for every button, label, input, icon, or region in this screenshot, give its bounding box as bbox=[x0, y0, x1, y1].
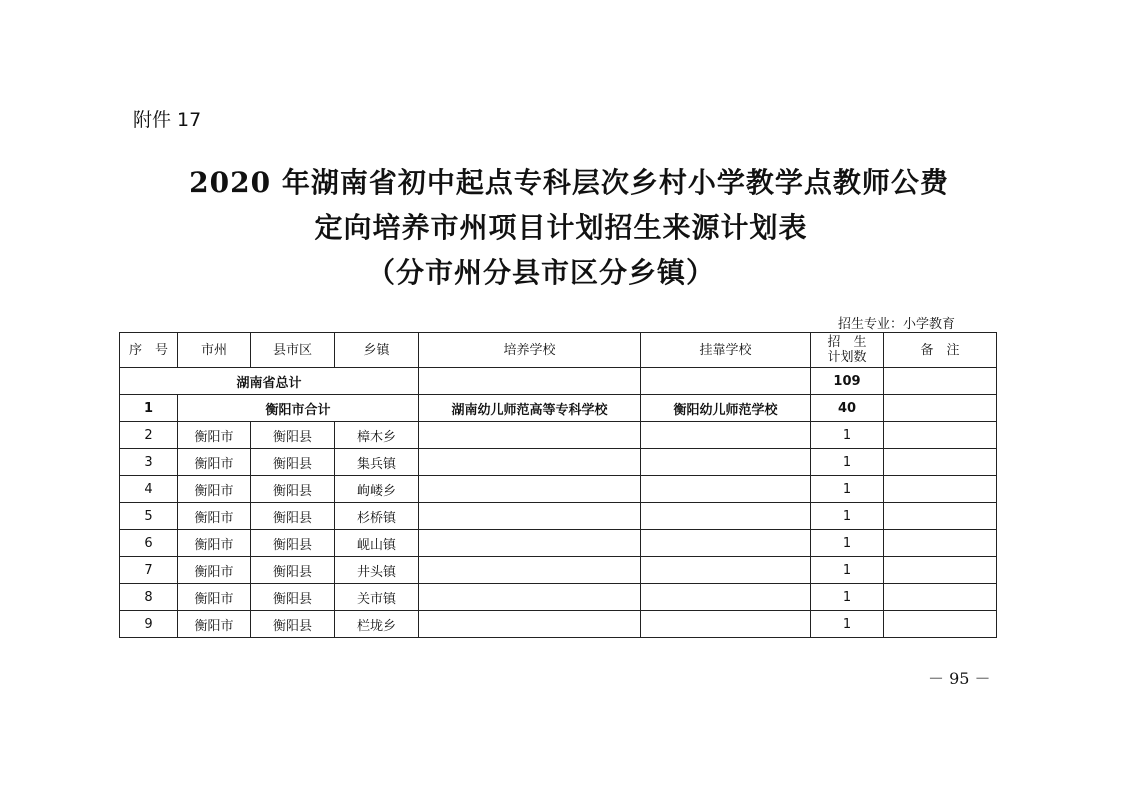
table-row bbox=[120, 449, 997, 476]
cell-city: 衡阳市 bbox=[178, 611, 251, 638]
city-total-seq: 1 bbox=[120, 395, 178, 422]
cell-county: 衡阳县 bbox=[251, 530, 335, 557]
province-total-count: 109 bbox=[811, 368, 884, 395]
city-total-school: 湖南幼儿师范高等专科学校 bbox=[419, 395, 641, 422]
major-note: 招生专业：小学教育 bbox=[838, 317, 956, 332]
attachment-label: 附件 17 bbox=[133, 109, 202, 131]
cell-remark bbox=[884, 503, 997, 530]
header-remark: 备 注 bbox=[884, 333, 997, 368]
table-row bbox=[120, 503, 997, 530]
province-total-school bbox=[419, 368, 641, 395]
cell-county: 衡阳县 bbox=[251, 476, 335, 503]
cell-affiliated bbox=[641, 449, 811, 476]
cell-affiliated bbox=[641, 611, 811, 638]
table-row bbox=[120, 422, 997, 449]
cell-county: 衡阳县 bbox=[251, 584, 335, 611]
city-total-affiliated: 衡阳幼儿师范学校 bbox=[641, 395, 811, 422]
cell-city: 衡阳市 bbox=[178, 422, 251, 449]
cell-town: 杉桥镇 bbox=[335, 503, 419, 530]
city-total-label: 衡阳市合计 bbox=[178, 395, 419, 422]
cell-seq: 2 bbox=[120, 422, 178, 449]
cell-town: 岣嵝乡 bbox=[335, 476, 419, 503]
city-total-row bbox=[120, 395, 997, 422]
cell-town: 岘山镇 bbox=[335, 530, 419, 557]
cell-school bbox=[419, 422, 641, 449]
cell-remark bbox=[884, 611, 997, 638]
cell-count: 1 bbox=[811, 449, 884, 476]
cell-remark bbox=[884, 530, 997, 557]
header-town: 乡镇 bbox=[335, 333, 419, 368]
header-city: 市州 bbox=[178, 333, 251, 368]
cell-school bbox=[419, 530, 641, 557]
cell-seq: 9 bbox=[120, 611, 178, 638]
cell-school bbox=[419, 503, 641, 530]
cell-town: 关市镇 bbox=[335, 584, 419, 611]
cell-affiliated bbox=[641, 584, 811, 611]
city-total-remark bbox=[884, 395, 997, 422]
title-line-2: 定向培养市州项目计划招生来源计划表 bbox=[314, 211, 808, 244]
cell-affiliated bbox=[641, 557, 811, 584]
cell-count: 1 bbox=[811, 422, 884, 449]
cell-seq: 4 bbox=[120, 476, 178, 503]
cell-count: 1 bbox=[811, 530, 884, 557]
cell-remark bbox=[884, 422, 997, 449]
cell-count: 1 bbox=[811, 476, 884, 503]
cell-town: 井头镇 bbox=[335, 557, 419, 584]
cell-affiliated bbox=[641, 503, 811, 530]
cell-city: 衡阳市 bbox=[178, 530, 251, 557]
cell-count: 1 bbox=[811, 557, 884, 584]
cell-remark bbox=[884, 584, 997, 611]
header-county: 县市区 bbox=[251, 333, 335, 368]
header-plan-line2: 计划数 bbox=[827, 350, 867, 365]
cell-school bbox=[419, 584, 641, 611]
table-row bbox=[120, 611, 997, 638]
cell-town: 栏垅乡 bbox=[335, 611, 419, 638]
cell-school bbox=[419, 449, 641, 476]
province-total-remark bbox=[884, 368, 997, 395]
cell-count: 1 bbox=[811, 611, 884, 638]
cell-town: 集兵镇 bbox=[335, 449, 419, 476]
cell-county: 衡阳县 bbox=[251, 611, 335, 638]
enrollment-plan-table bbox=[119, 332, 997, 638]
table-row bbox=[120, 584, 997, 611]
header-affiliated: 挂靠学校 bbox=[641, 333, 811, 368]
cell-seq: 5 bbox=[120, 503, 178, 530]
header-plan-line1: 招 生 bbox=[827, 335, 867, 350]
cell-remark bbox=[884, 449, 997, 476]
province-total-label: 湖南省总计 bbox=[120, 368, 419, 395]
cell-city: 衡阳市 bbox=[178, 476, 251, 503]
cell-school bbox=[419, 557, 641, 584]
page-number: － 95 － bbox=[928, 669, 991, 688]
cell-city: 衡阳市 bbox=[178, 503, 251, 530]
cell-affiliated bbox=[641, 476, 811, 503]
cell-seq: 6 bbox=[120, 530, 178, 557]
table-row bbox=[120, 557, 997, 584]
cell-affiliated bbox=[641, 422, 811, 449]
cell-remark bbox=[884, 557, 997, 584]
cell-seq: 8 bbox=[120, 584, 178, 611]
cell-school bbox=[419, 476, 641, 503]
cell-affiliated bbox=[641, 530, 811, 557]
province-total-affiliated bbox=[641, 368, 811, 395]
cell-town: 樟木乡 bbox=[335, 422, 419, 449]
cell-count: 1 bbox=[811, 584, 884, 611]
header-plan bbox=[811, 333, 884, 368]
cell-city: 衡阳市 bbox=[178, 557, 251, 584]
cell-county: 衡阳县 bbox=[251, 557, 335, 584]
province-total-row bbox=[120, 368, 997, 395]
title-line-3: （分市州分县市区分乡镇） bbox=[366, 256, 715, 289]
table-header-row bbox=[120, 333, 997, 368]
cell-county: 衡阳县 bbox=[251, 449, 335, 476]
header-school: 培养学校 bbox=[419, 333, 641, 368]
cell-city: 衡阳市 bbox=[178, 584, 251, 611]
cell-city: 衡阳市 bbox=[178, 449, 251, 476]
cell-school bbox=[419, 611, 641, 638]
table-row bbox=[120, 530, 997, 557]
cell-remark bbox=[884, 476, 997, 503]
cell-count: 1 bbox=[811, 503, 884, 530]
cell-county: 衡阳县 bbox=[251, 503, 335, 530]
cell-seq: 3 bbox=[120, 449, 178, 476]
title-line-1: 2020 年湖南省初中起点专科层次乡村小学教学点教师公费 bbox=[189, 166, 949, 199]
city-total-count: 40 bbox=[811, 395, 884, 422]
cell-seq: 7 bbox=[120, 557, 178, 584]
cell-county: 衡阳县 bbox=[251, 422, 335, 449]
header-seq: 序 号 bbox=[120, 333, 178, 368]
table-row bbox=[120, 476, 997, 503]
